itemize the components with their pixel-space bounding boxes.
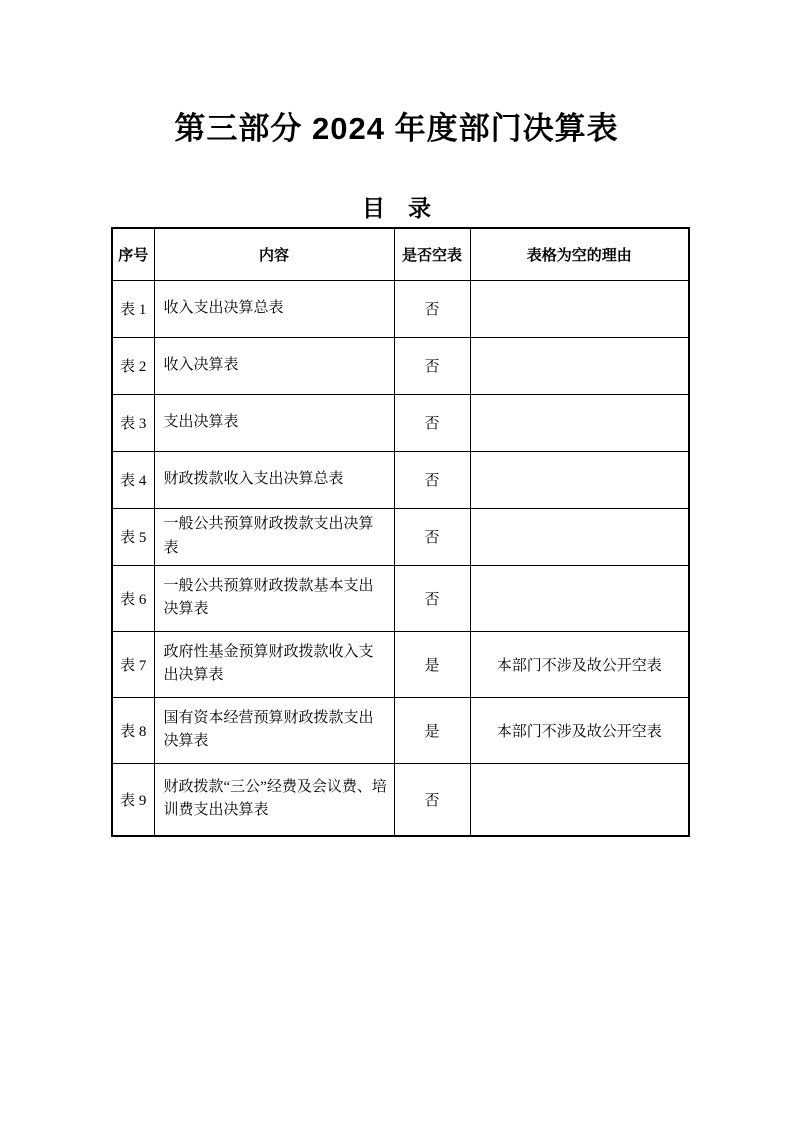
row-isempty-cell: 是 [394, 631, 470, 697]
row-no-cell: 表 2 [112, 337, 154, 394]
row-reason-cell [470, 451, 689, 508]
row-content-cell: 收入决算表 [154, 337, 394, 394]
row-content-cell: 一般公共预算财政拨款支出决算表 [154, 508, 394, 565]
row-no-cell: 表 7 [112, 631, 154, 697]
row-reason-cell [470, 394, 689, 451]
row-reason-cell [470, 508, 689, 565]
row-content-cell: 财政拨款“三公”经费及会议费、培训费支出决算表 [154, 763, 394, 836]
col-header-content: 内容 [154, 228, 394, 280]
toc-heading: 目 录 [362, 195, 431, 221]
table-row [112, 508, 689, 565]
table-row [112, 394, 689, 451]
row-isempty-cell: 否 [394, 280, 470, 337]
row-reason-cell: 本部门不涉及故公开空表 [470, 697, 689, 763]
row-reason-cell [470, 280, 689, 337]
col-header-reason: 表格为空的理由 [470, 228, 689, 280]
row-reason-cell [470, 337, 689, 394]
row-no-cell: 表 6 [112, 565, 154, 631]
page-title: 第三部分 2024 年度部门决算表 [174, 111, 619, 146]
row-content-cell: 财政拨款收入支出决算总表 [154, 451, 394, 508]
table-header-row [112, 228, 689, 280]
row-no-cell: 表 3 [112, 394, 154, 451]
row-no-cell: 表 9 [112, 763, 154, 836]
row-reason-cell: 本部门不涉及故公开空表 [470, 631, 689, 697]
row-content-cell: 一般公共预算财政拨款基本支出决算表 [154, 565, 394, 631]
table-row [112, 451, 689, 508]
table-row [112, 763, 689, 836]
table-row [112, 337, 689, 394]
table-row [112, 631, 689, 697]
row-content-cell: 国有资本经营预算财政拨款支出决算表 [154, 697, 394, 763]
row-isempty-cell: 否 [394, 565, 470, 631]
row-no-cell: 表 1 [112, 280, 154, 337]
table-row [112, 280, 689, 337]
row-isempty-cell: 否 [394, 337, 470, 394]
row-content-cell: 政府性基金预算财政拨款收入支出决算表 [154, 631, 394, 697]
row-isempty-cell: 否 [394, 394, 470, 451]
table-row [112, 697, 689, 763]
col-header-seq: 序号 [112, 228, 154, 280]
row-isempty-cell: 是 [394, 697, 470, 763]
row-content-cell: 收入支出决算总表 [154, 280, 394, 337]
row-reason-cell [470, 565, 689, 631]
row-reason-cell [470, 763, 689, 836]
row-no-cell: 表 5 [112, 508, 154, 565]
row-isempty-cell: 否 [394, 451, 470, 508]
row-isempty-cell: 否 [394, 763, 470, 836]
row-no-cell: 表 8 [112, 697, 154, 763]
row-isempty-cell: 否 [394, 508, 470, 565]
row-no-cell: 表 4 [112, 451, 154, 508]
row-content-cell: 支出决算表 [154, 394, 394, 451]
col-header-isempty: 是否空表 [394, 228, 470, 280]
toc-table [111, 227, 690, 837]
table-row [112, 565, 689, 631]
